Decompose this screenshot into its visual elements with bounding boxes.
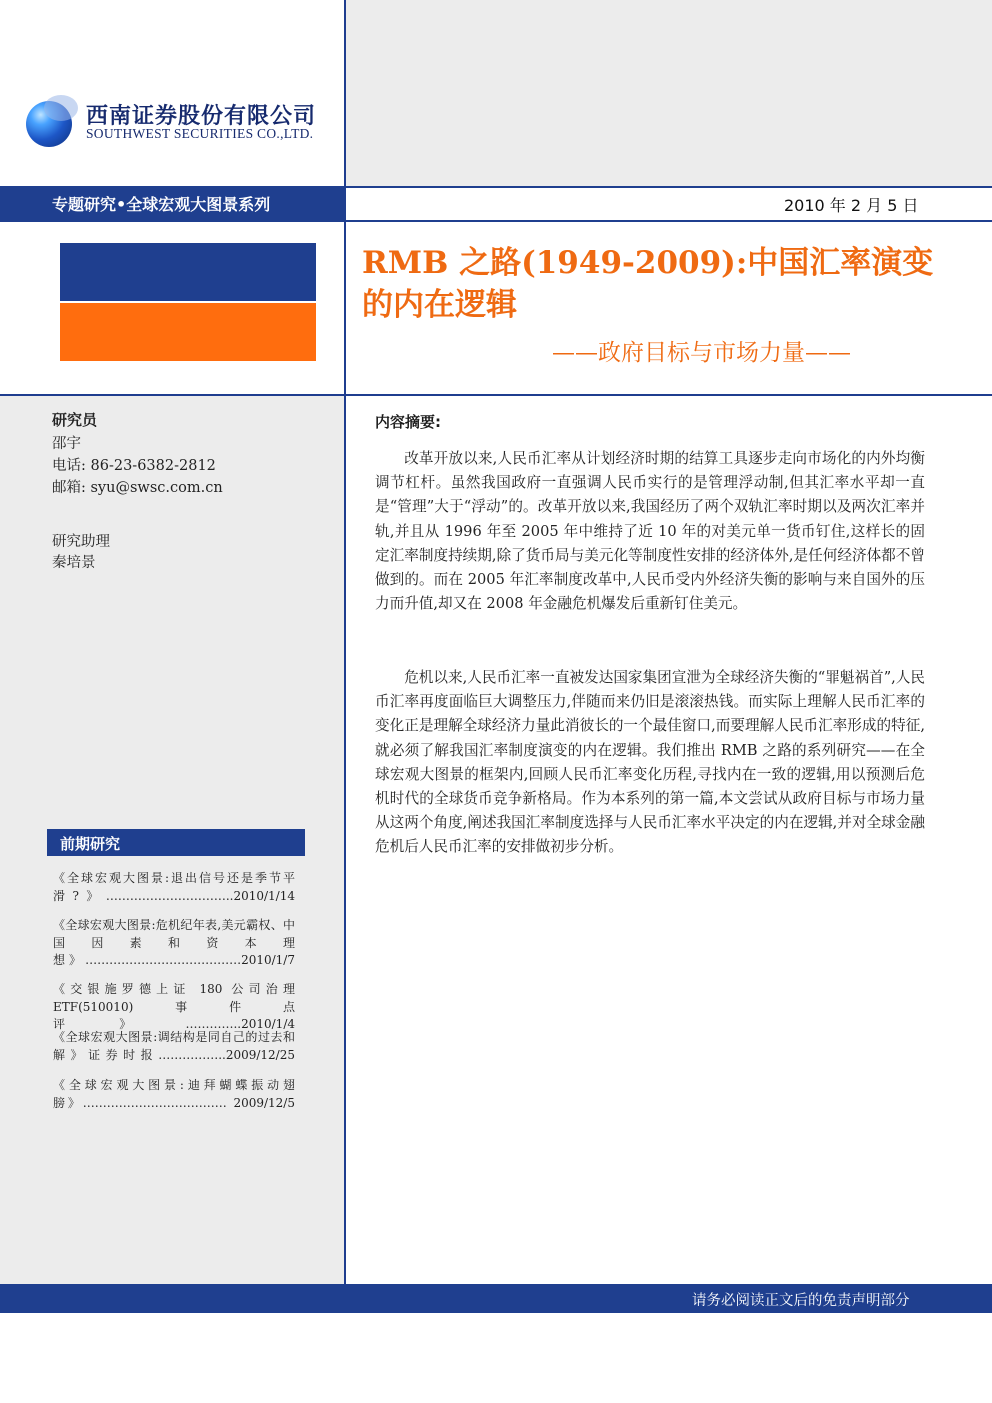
- prior-research-item: 《交银施罗德上证 180 公司治理 ETF(510010)事件点评》…………..2010/1/4: [53, 982, 295, 1031]
- company-name-cn: 西南证券股份有限公司: [86, 103, 317, 129]
- abstract-heading: 内容摘要:: [375, 413, 441, 431]
- column-divider: [344, 222, 346, 395]
- prior-research-item: 《全球宏观大图景:迪拜蝴蝶振动翅膀》……………………………… 2009/12/5: [53, 1078, 295, 1110]
- assistant-heading: 研究助理: [52, 534, 110, 550]
- prior-research-item: 《全球宏观大图景:退出信号还是季节平滑?》…………………………..2010/1/14: [53, 871, 295, 903]
- researcher-heading: 研究员: [52, 411, 98, 429]
- column-divider: [344, 396, 346, 1284]
- abstract-paragraph: 危机以来,人民币汇率一直被发达国家集团宣泄为全球经济失衡的“罪魁祸首”,人民币汇率再度面临巨大调整压力,伴随而来仍旧是滚滚热钱。而实际上理解人民币汇率的变化正是理解全球经济力量此消彼长的一个最佳窗口,而要理解人民币汇率形成的特征,就必须了解我国汇率制度演变的内在逻辑。我们推出 RMB 之路的系列研究——在全球宏观大图景的框架内,回顾人民币汇率变化历程,寻找内在一致的逻辑,用以预测后危机时代的全球货币竞争新格局。作为本系列的第一篇,本文尝试从政府目标与市场力量从这两个角度,阐述我国汇率制度选择与人民币汇率水平决定的内在逻辑,并对全球金融危机后人民币汇率的安排做初步分析。: [375, 669, 925, 856]
- report-title: RMB 之路(1949-2009):中国汇率演变的内在逻辑: [362, 245, 934, 323]
- abstract-paragraph: 改革开放以来,人民币汇率从计划经济时期的结算工具逐步走向市场化的内外均衡调节杠杆。虽然我国政府一直强调人民币实行的是管理浮动制,但其汇率水平却一直是“管理”大于“浮动”的。改革开放以来,我国经历了两个双轨汇率时期以及两次汇率并轨,并且从 1996 年至 2005 年中维持了近 10 年的对美元单一货币钉住,这样长的固定汇率制度持续期,除了货币局与美元化等制度性安排的经济体外,是任何经济体都不曾做到的。而在 2005 年汇率制度改革中,人民币受内外经济失衡的影响与来自国外的压力而升值,却又在 2008 年金融危机爆发后重新钉住美元。: [375, 450, 925, 613]
- prior-research-heading: 前期研究: [60, 835, 121, 853]
- researcher-name: 邵宇: [52, 436, 81, 452]
- decorative-orange-block: [60, 303, 316, 361]
- column-divider: [344, 0, 346, 186]
- prior-research-item: 《全球宏观大图景:危机纪年表,美元霸权、中国因素和资本理想》…………………………………2010/1/7: [53, 918, 295, 967]
- company-name-en: SOUTHWEST SECURITIES CO.,LTD.: [86, 126, 314, 141]
- series-title: 专题研究•全球宏观大图景系列: [52, 195, 271, 214]
- researcher-email[interactable]: 邮箱: syu@swsc.com.cn: [52, 480, 223, 496]
- report-date: 2010 年 2 月 5 日: [784, 196, 919, 215]
- company-logo-icon: [26, 101, 72, 147]
- prior-research-item: 《全球宏观大图景:调结构是同自己的过去和解》证券时报……………..2009/12/25: [53, 1030, 295, 1062]
- decorative-blue-block: [60, 243, 316, 301]
- researcher-phone: 电话: 86-23-6382-2812: [52, 458, 216, 474]
- assistant-name: 秦培景: [52, 555, 96, 571]
- disclaimer-notice: 请务必阅读正文后的免责声明部分: [692, 1293, 910, 1309]
- header-gray-panel: [345, 0, 992, 186]
- report-subtitle: ——政府目标与市场力量——: [552, 340, 851, 366]
